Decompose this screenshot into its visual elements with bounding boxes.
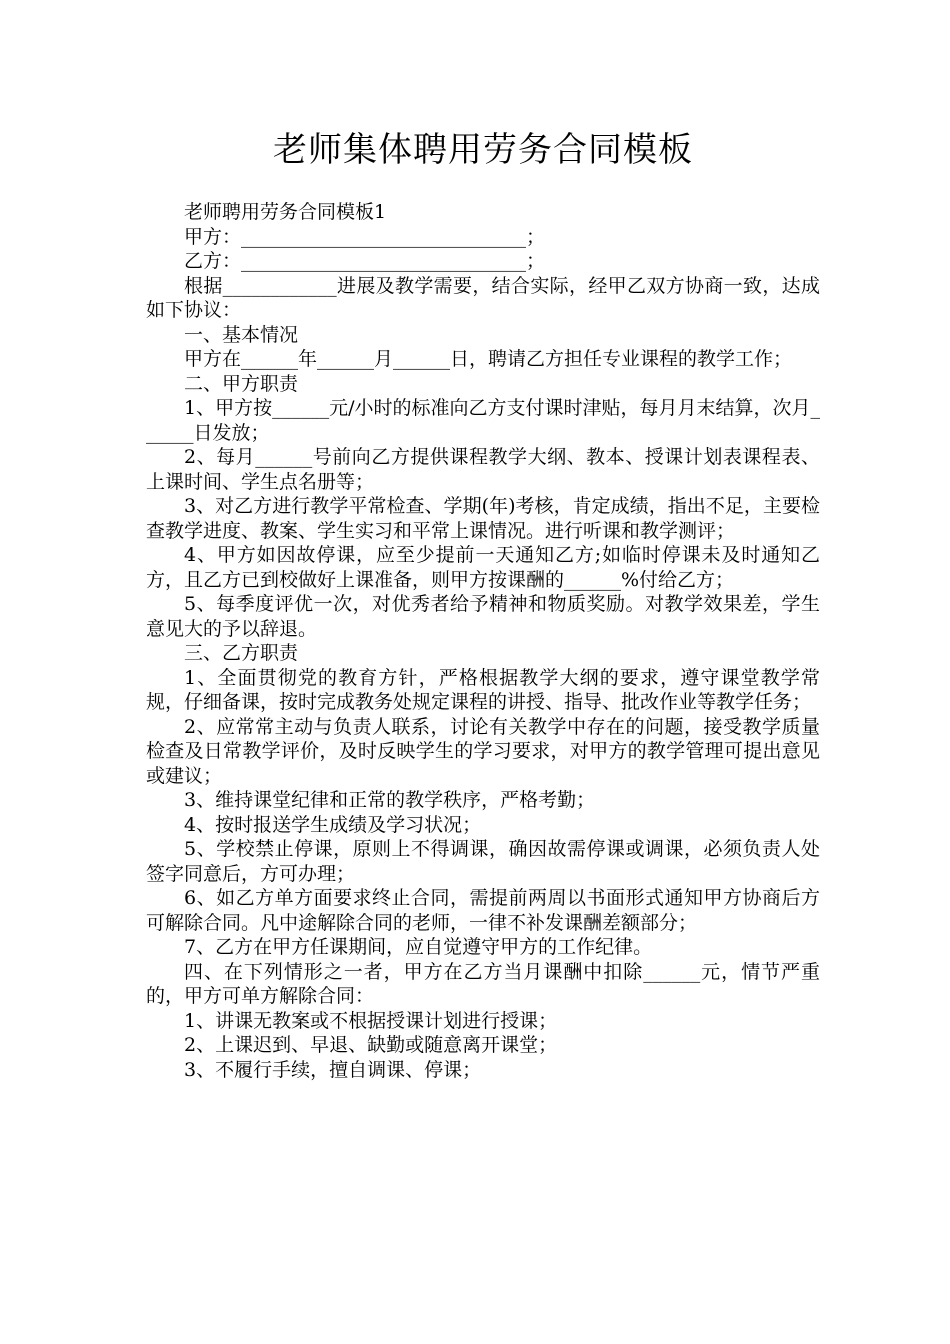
paragraph: 4、按时报送学生成绩及学习状况； bbox=[184, 813, 482, 836]
section-heading: 三、乙方职责 bbox=[184, 642, 299, 664]
paragraph: 1、甲方按______元/小时的标准向乙方支付课时津贴，每月月末结算，次月______日发放； bbox=[146, 397, 820, 444]
paragraph: 5、学校禁止停课，原则上不得调课，确因故需停课或调课，必须负责人处签字同意后，方可办理； bbox=[146, 838, 820, 885]
paragraph: 1、讲课无教案或不根据授课计划进行授课； bbox=[184, 1009, 558, 1032]
document-title: 老师集体聘用劳务合同模板 bbox=[273, 130, 693, 170]
paragraph: 2、上课迟到、早退、缺勤或随意离开课堂； bbox=[184, 1034, 558, 1056]
paragraph: 6、如乙方单方面要求终止合同，需提前两周以书面形式通知甲方协商后方可解除合同。凡中途解除合同的老师，一律不补发课酬差额部分； bbox=[146, 887, 820, 934]
paragraph: 甲方在______年______月______日，聘请乙方担任专业课程的教学工作； bbox=[184, 348, 793, 370]
section-heading: 一、基本情况 bbox=[184, 323, 299, 346]
paragraph: 2、每月______号前向乙方提供课程教学大纲、教本、授课计划表课程表、上课时间、学生点名册等； bbox=[146, 446, 820, 493]
paragraph: 乙方：______________________________； bbox=[184, 250, 546, 272]
paragraph: 根据____________进展及教学需要，结合实际，经甲乙双方协商一致，达成如下协议： bbox=[146, 274, 820, 321]
paragraph: 3、不履行手续，擅自调课、停课； bbox=[184, 1058, 482, 1081]
section-heading: 二、甲方职责 bbox=[184, 372, 299, 395]
document-body bbox=[146, 200, 820, 1082]
paragraph: 3、对乙方进行教学平常检查、学期(年)考核，肯定成绩，指出不足，主要检查教学进度、教案、学生实习和平常上课情况。进行听课和教学测评； bbox=[146, 495, 820, 542]
paragraph: 7、乙方在甲方任课期间，应自觉遵守甲方的工作纪律。 bbox=[184, 936, 653, 958]
section-heading: 四、在下列情形之一者，甲方在乙方当月课酬中扣除______元，情节严重的，甲方可单方解除合同： bbox=[146, 960, 820, 1007]
paragraph: 甲方：______________________________； bbox=[184, 225, 546, 248]
paragraph: 2、应常常主动与负责人联系，讨论有关教学中存在的问题，接受教学质量检查及日常教学评价，及时反映学生的学习要求，对甲方的教学管理可提出意见或建议； bbox=[146, 715, 820, 787]
paragraph: 1、全面贯彻党的教育方针，严格根据教学大纲的要求，遵守课堂教学常规，仔细备课，按时完成教务处规定课程的讲授、指导、批改作业等教学任务； bbox=[146, 666, 820, 713]
paragraph: 4、甲方如因故停课，应至少提前一天通知乙方;如临时停课未及时通知乙方，且乙方已到校做好上课准备，则甲方按课酬的______%付给乙方； bbox=[146, 544, 820, 591]
paragraph: 老师聘用劳务合同模板1 bbox=[184, 201, 387, 223]
paragraph: 3、维持课堂纪律和正常的教学秩序，严格考勤； bbox=[184, 789, 596, 811]
paragraph: 5、每季度评优一次，对优秀者给予精神和物质奖励。对教学效果差，学生意见大的予以辞退。 bbox=[146, 593, 820, 640]
